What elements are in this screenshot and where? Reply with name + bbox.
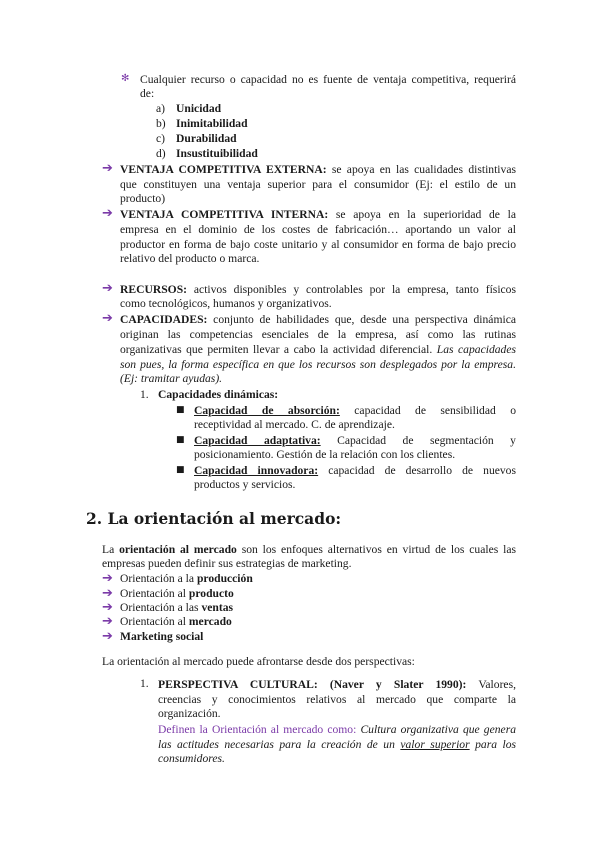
term: Marketing social: [120, 630, 204, 643]
text: se apoya en la superioridad de la: [335, 208, 516, 221]
text: son los enfoques alternativos en virtud de los cuales las: [241, 543, 516, 556]
list-item: Unicidad: [176, 102, 222, 115]
text: conjunto de habilidades que, desde una perspectiva dinámica: [213, 313, 516, 326]
perspectiva-def-line1: [158, 722, 516, 737]
term: RECURSOS:: [120, 283, 187, 296]
perspectiva-def-line2: [158, 737, 516, 752]
square-bullet-icon: ■: [176, 465, 185, 475]
capacidades-line2: originan las competencias esenciales de la empresa, así como las rutinas: [120, 328, 516, 341]
dinamica-item-line2: receptividad al mercado. C. de aprendizaje.: [194, 418, 395, 431]
perspectiva-marker: 1.: [140, 677, 149, 690]
arrow-right-icon: ➔: [102, 311, 113, 326]
section-title: La orientación al mercado:: [107, 509, 342, 528]
dinamica-item-line2: productos y servicios.: [194, 478, 296, 491]
text-underlined: valor superior: [400, 738, 470, 751]
text: las actitudes necesarias para la creación de un: [158, 738, 395, 751]
arrow-right-icon: ➔: [102, 600, 113, 615]
ventaja-interna-line4: relativo del producto o marca.: [120, 252, 260, 265]
text: Orientación al: [120, 615, 189, 628]
term: VENTAJA COMPETITIVA EXTERNA:: [120, 163, 327, 176]
recursos-line1: [120, 282, 516, 297]
section-heading: [86, 509, 341, 529]
term: Capacidad de absorción:: [194, 404, 340, 417]
text: para los: [475, 738, 516, 751]
perspectiva-line1: [158, 677, 516, 692]
orientation-item: [120, 630, 203, 644]
text: organizativas que permiten llevar a cabo la actividad diferencial.: [120, 343, 433, 356]
recursos-line2: como tecnológicos, humanos y organizativos.: [120, 297, 332, 310]
arrow-right-icon: ➔: [102, 206, 113, 221]
square-bullet-icon: ■: [176, 435, 185, 445]
section2-intro-line1: [102, 542, 516, 557]
dinamicas-marker: 1.: [140, 388, 149, 401]
perspectiva-def-line3: consumidores.: [158, 752, 225, 765]
section2-intro-line2: empresas pueden definir sus estrategias de marketing.: [102, 557, 352, 570]
ventaja-externa-line2: que constituyen una ventaja superior para el consumidor (Ej: el estilo de un: [120, 178, 516, 191]
term: Capacidad innovadora:: [194, 464, 319, 477]
perspectiva-line3: organización.: [158, 707, 221, 720]
dinamica-item-line1: [194, 403, 516, 418]
ventaja-interna-line1: [120, 207, 516, 222]
list-item: Inimitabilidad: [176, 117, 248, 130]
dinamica-item-line1: [194, 463, 516, 478]
text: Orientación a la: [120, 572, 197, 585]
orientation-item: [120, 587, 234, 601]
term: ventas: [201, 601, 234, 614]
dinamicas-title: Capacidades dinámicas:: [158, 388, 279, 401]
dinamica-item-line2: posicionamiento. Gestión de la relación con los clientes.: [194, 448, 456, 461]
text: La: [102, 543, 115, 556]
list-item: Insustituibilidad: [176, 147, 258, 160]
square-bullet-icon: ■: [176, 405, 185, 415]
text-italic: Las capacidades: [436, 343, 516, 356]
text-purple: Definen la Orientación al mercado como:: [158, 723, 357, 736]
asterisk-icon: ✻: [121, 73, 130, 84]
list-item: Durabilidad: [176, 132, 237, 145]
text: Orientación al: [120, 587, 189, 600]
term: PERSPECTIVA CULTURAL: (Naver y Slater 1990):: [158, 678, 467, 691]
ventaja-interna-line2: empresa en el dominio de los costes de fabricación… aportando un valor al: [120, 223, 516, 236]
text: Orientación a las: [120, 601, 202, 614]
text: Valores,: [478, 678, 516, 691]
ventaja-interna-line3: productor en forma de bajo coste unitario y al consumidor en forma de bajo precio: [120, 238, 516, 251]
perspectives-intro: La orientación al mercado puede afrontarse desde dos perspectivas:: [102, 655, 415, 668]
text: activos disponibles y controlables por la empresa, tanto físicos: [193, 283, 516, 296]
text-italic: Cultura organizativa que genera: [360, 723, 516, 736]
arrow-right-icon: ➔: [102, 281, 113, 296]
list-marker: d): [156, 147, 166, 160]
orientation-item: [120, 615, 232, 629]
orientation-item: [120, 572, 253, 586]
term: mercado: [188, 615, 232, 628]
list-note-cont: de:: [140, 87, 155, 100]
arrow-right-icon: ➔: [102, 161, 113, 176]
term: producción: [196, 572, 253, 585]
ventaja-externa-line1: [120, 162, 516, 177]
text: capacidad de sensibilidad o: [354, 404, 516, 417]
orientation-item: [120, 601, 233, 615]
section-number: 2.: [86, 509, 103, 528]
list-marker: a): [156, 102, 166, 115]
ventaja-externa-line3: producto): [120, 192, 166, 205]
term: CAPACIDADES:: [120, 313, 208, 326]
text: Capacidad de segmentación y: [337, 434, 516, 447]
term: producto: [188, 587, 234, 600]
perspectiva-line2: creencias y conocimientos relativos al mercado que comparte la: [158, 693, 516, 706]
arrow-right-icon: ➔: [102, 629, 113, 644]
capacidades-line3: [120, 342, 516, 357]
list-note: Cualquier recurso o capacidad no es fuente de ventaja competitiva, requerirá: [140, 73, 516, 86]
text: se apoya en las cualidades distintivas: [331, 163, 516, 176]
term: VENTAJA COMPETITIVA INTERNA:: [120, 208, 329, 221]
capacidades-line5: (Ej: tramitar ayudas).: [120, 372, 223, 385]
text: capacidad de desarrollo de nuevos: [328, 464, 516, 477]
term: Capacidad adaptativa:: [194, 434, 321, 447]
arrow-right-icon: ➔: [102, 571, 113, 586]
arrow-right-icon: ➔: [102, 614, 113, 629]
dinamica-item-line1: [194, 433, 516, 448]
list-marker: c): [156, 132, 166, 145]
list-marker: b): [156, 117, 166, 130]
arrow-right-icon: ➔: [102, 586, 113, 601]
capacidades-line1: [120, 312, 516, 327]
term: orientación al mercado: [119, 543, 237, 556]
capacidades-line4: son pues, la forma específica en que los recursos son desplegados por la empresa.: [120, 358, 516, 371]
